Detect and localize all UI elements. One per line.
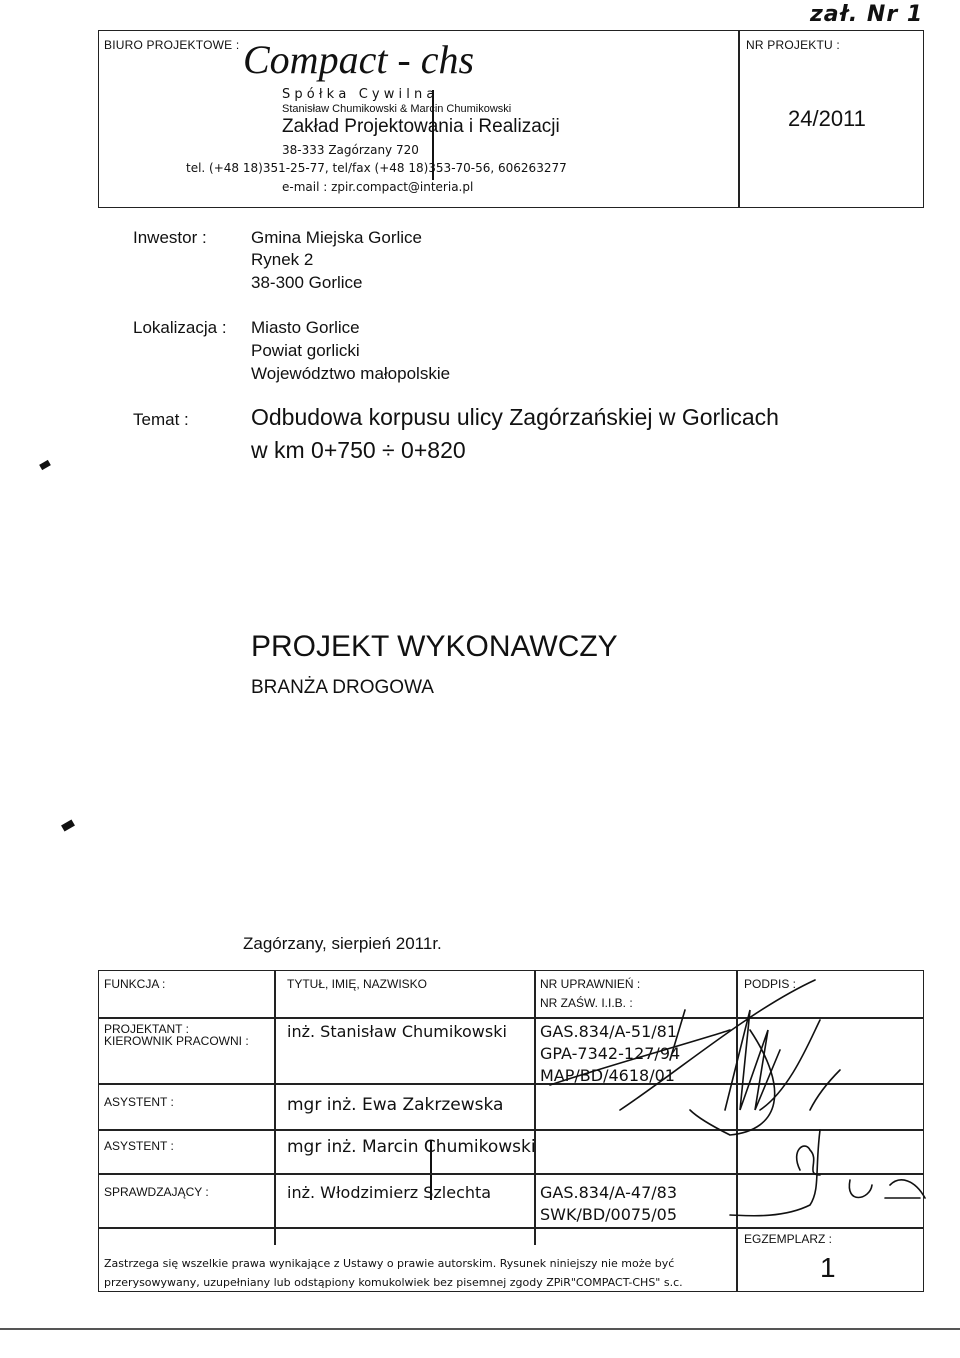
company-name: Compact - chs [243, 37, 475, 82]
investor-line-2: Rynek 2 [251, 250, 314, 269]
row-function: ASYSTENT : [104, 1095, 174, 1109]
row-function: ASYSTENT : [104, 1139, 174, 1153]
copyright-line-2: przerysowywany, uzupełniany lub odstąpiony komukolwiek bez pisemnej zgody ZPiR"COMPACT-CHS" s.c. [104, 1276, 683, 1289]
copyright-line-1: Zastrzega się wszelkie prawa wynikające z Ustawy o prawie autorskim. Rysunek niniejszy nie może być [104, 1257, 675, 1270]
location-line-2: Powiat gorlicki [251, 341, 360, 360]
page-bottom-edge [0, 1328, 960, 1330]
copy-number: 1 [820, 1252, 836, 1283]
table-vline [274, 971, 276, 1245]
subject-label: Temat : [133, 410, 189, 429]
table-header-function: FUNKCJA : [104, 977, 166, 991]
investor-label: Inwestor : [133, 228, 207, 247]
place-date: Zagórzany, sierpień 2011r. [243, 934, 442, 953]
company-address: 38-333 Zagórzany 720 [282, 143, 419, 157]
project-no-label: NR PROJEKTU : [746, 38, 840, 52]
row-license-line: SWK/BD/0075/05 [540, 1205, 678, 1224]
row-license-line: GPA-7342-127/94 [540, 1044, 681, 1063]
row-license-line: MAP/BD/4618/01 [540, 1066, 675, 1085]
project-title: PROJEKT WYKONAWCZY [251, 630, 618, 663]
row-function: PROJEKTANT : [104, 1022, 189, 1036]
handwritten-annex-note: zał. Nr 1 [810, 2, 924, 27]
company-partners: Stanisław Chumikowski & Marcin Chumikowski [282, 103, 512, 115]
location-line-1: Miasto Gorlice [251, 318, 360, 337]
company-subtitle: Zakład Projektowania i Realizacji [282, 116, 560, 137]
table-header-signature: PODPIS : [744, 977, 797, 991]
project-no: 24/2011 [788, 106, 866, 131]
row-name: mgr inż. Marcin Chumikowski [287, 1137, 536, 1157]
subject-line-1: Odbudowa korpusu ulicy Zagórzańskiej w Gorlicach [251, 404, 779, 430]
scan-speck [39, 460, 51, 470]
row-name: inż. Włodzimierz Szlechta [287, 1183, 492, 1202]
header-divider [738, 30, 740, 208]
location-label: Lokalizacja : [133, 318, 227, 337]
location-line-3: Województwo małopolskie [251, 364, 451, 383]
project-branch: BRANŻA DROGOWA [251, 677, 434, 698]
company-phone: tel. (+48 18)351-25-77, tel/fax (+48 18)353-70-56, 606263277 [186, 161, 567, 175]
row-function: SPRAWDZAJĄCY : [104, 1185, 209, 1199]
table-header-license-2: NR ZAŚW. I.I.B. : [540, 996, 633, 1010]
biuro-label: BIURO PROJEKTOWE : [104, 38, 240, 52]
handwritten-signatures [520, 970, 940, 1230]
row-function-2: KIEROWNIK PRACOWNI : [104, 1034, 249, 1048]
table-header-name: TYTUŁ, IMIĘ, NAZWISKO [287, 977, 428, 991]
company-email: e-mail : zpir.compact@interia.pl [282, 180, 474, 194]
row-license-line: GAS.834/A-47/83 [540, 1183, 677, 1202]
company-type: S p ó ł k a C y w i l n a [282, 87, 435, 102]
row-name: mgr inż. Ewa Zakrzewska [287, 1095, 504, 1115]
table-header-license: NR UPRAWNIEŃ : [540, 977, 641, 991]
investor-line-3: 38-300 Gorlice [251, 273, 363, 292]
subject-line-2: w km 0+750 ÷ 0+820 [251, 437, 466, 463]
row-license-line: GAS.834/A-51/81 [540, 1022, 677, 1041]
investor-line-1: Gmina Miejska Gorlice [251, 228, 422, 247]
copy-label: EGZEMPLARZ : [744, 1232, 833, 1246]
row-name: inż. Stanisław Chumikowski [287, 1022, 507, 1041]
scan-speck [61, 819, 75, 831]
